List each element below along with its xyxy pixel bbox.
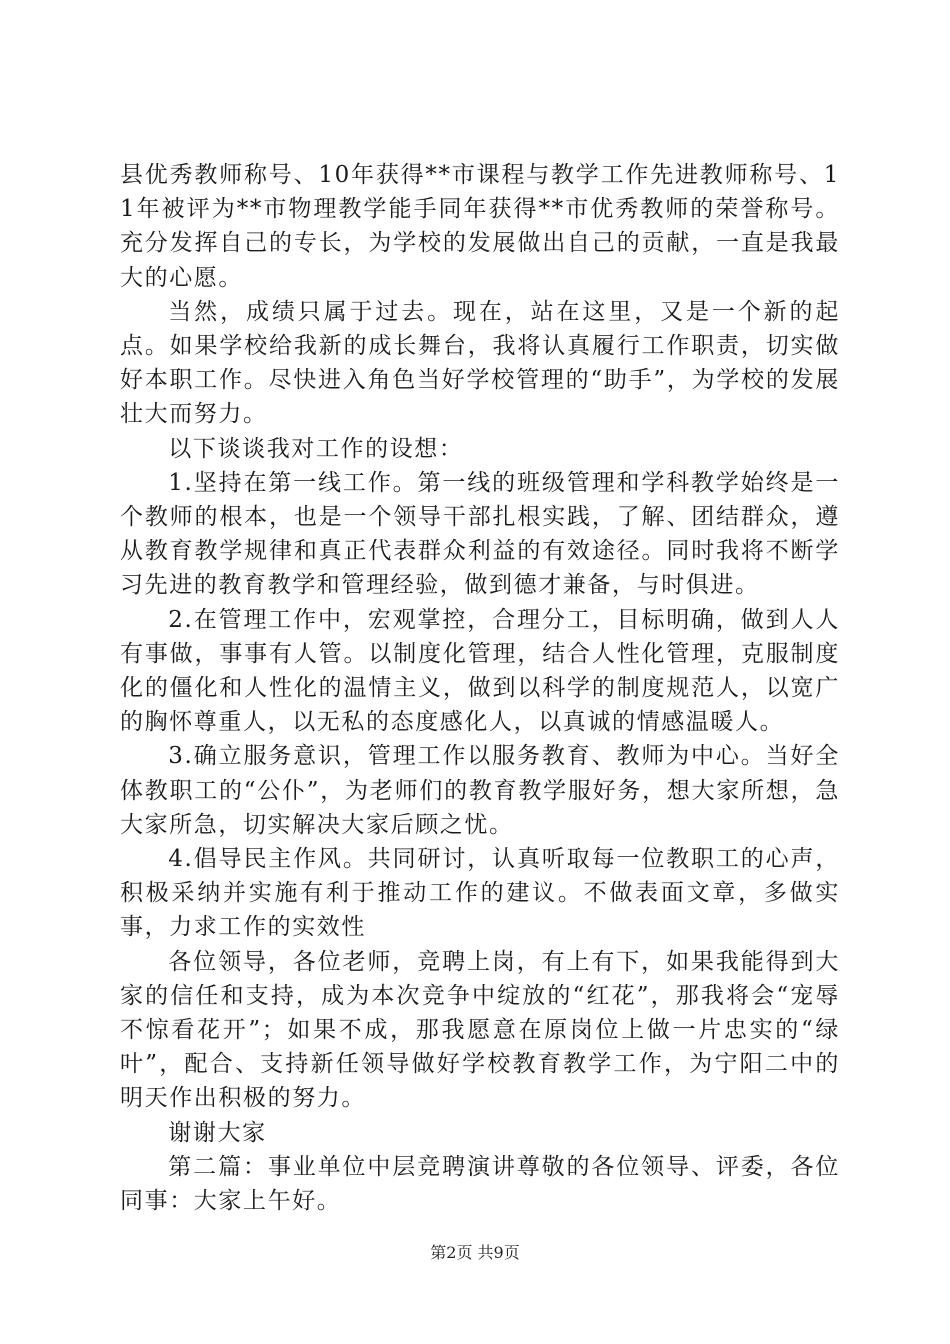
paragraph-plan-item-3: 3.确立服务意识，管理工作以服务教育、教师为中心。当好全体教职工的“公仆”，为老师们的教育教学服好务，想大家所想，急大家所急，切实解决大家后顾之忧。 <box>120 743 840 838</box>
paragraph-plan-item-4: 4.倡导民主作风。共同研讨，认真听取每一位教职工的心声，积极采纳并实施有利于推动工作的建议。不做表面文章，多做实事，力求工作的实效性 <box>120 846 840 941</box>
paragraph-thanks: 谢谢大家 <box>168 1119 267 1146</box>
paragraph-achievements: 当然，成绩只属于过去。现在，站在这里，又是一个新的起点。如果学校给我新的成长舞台，我将认真履行工作职责，切实做好本职工作。尽快进入角色当好学校管理的“助手”，为学校的发展壮大而努力。 <box>120 298 840 428</box>
paragraph-continuation: 县优秀教师称号、10年获得**市课程与教学工作先进教师称号、11年被评为**市物理教学能手同年获得**市优秀教师的荣誉称号。充分发挥自己的专长，为学校的发展做出自己的贡献，一直是我最大的心愿。 <box>120 162 840 291</box>
paragraph-closing: 各位领导，各位老师，竞聘上岗，有上有下，如果我能得到大家的信任和支持，成为本次竞争中绽放的“红花”，那我将会“宠辱不惊看花开”；如果不成，那我愿意在原岗位上做一片忠实的“绿叶”，配合、支持新任领导做好学校教育教学工作，为宁阳二中的明天作出积极的努力。 <box>120 948 840 1112</box>
page-number-footer: 第2页 共9页 <box>430 1243 520 1262</box>
paragraph-work-plan-intro: 以下谈谈我对工作的设想： <box>168 435 464 462</box>
document-body <box>120 158 840 1218</box>
paragraph-second-article-start: 第二篇：事业单位中层竞聘演讲尊敬的各位领导、评委，各位同事：大家上午好。 <box>120 1153 840 1215</box>
paragraph-plan-item-2: 2.在管理工作中，宏观掌控，合理分工，目标明确，做到人人有事做，事事有人管。以制度化管理，结合人性化管理，克服制度化的僵化和人性化的温情主义，做到以科学的制度规范人，以宽广的胸怀尊重人，以无私的态度感化人，以真诚的情感温暖人。 <box>120 606 840 736</box>
paragraph-plan-item-1: 1.坚持在第一线工作。第一线的班级管理和学科教学始终是一个教师的根本，也是一个领导干部扎根实践，了解、团结群众，遵从教育教学规律和真正代表群众利益的有效途径。同时我将不断学习先进的教育教学和管理经验，做到德才兼备，与时俱进。 <box>120 469 840 599</box>
